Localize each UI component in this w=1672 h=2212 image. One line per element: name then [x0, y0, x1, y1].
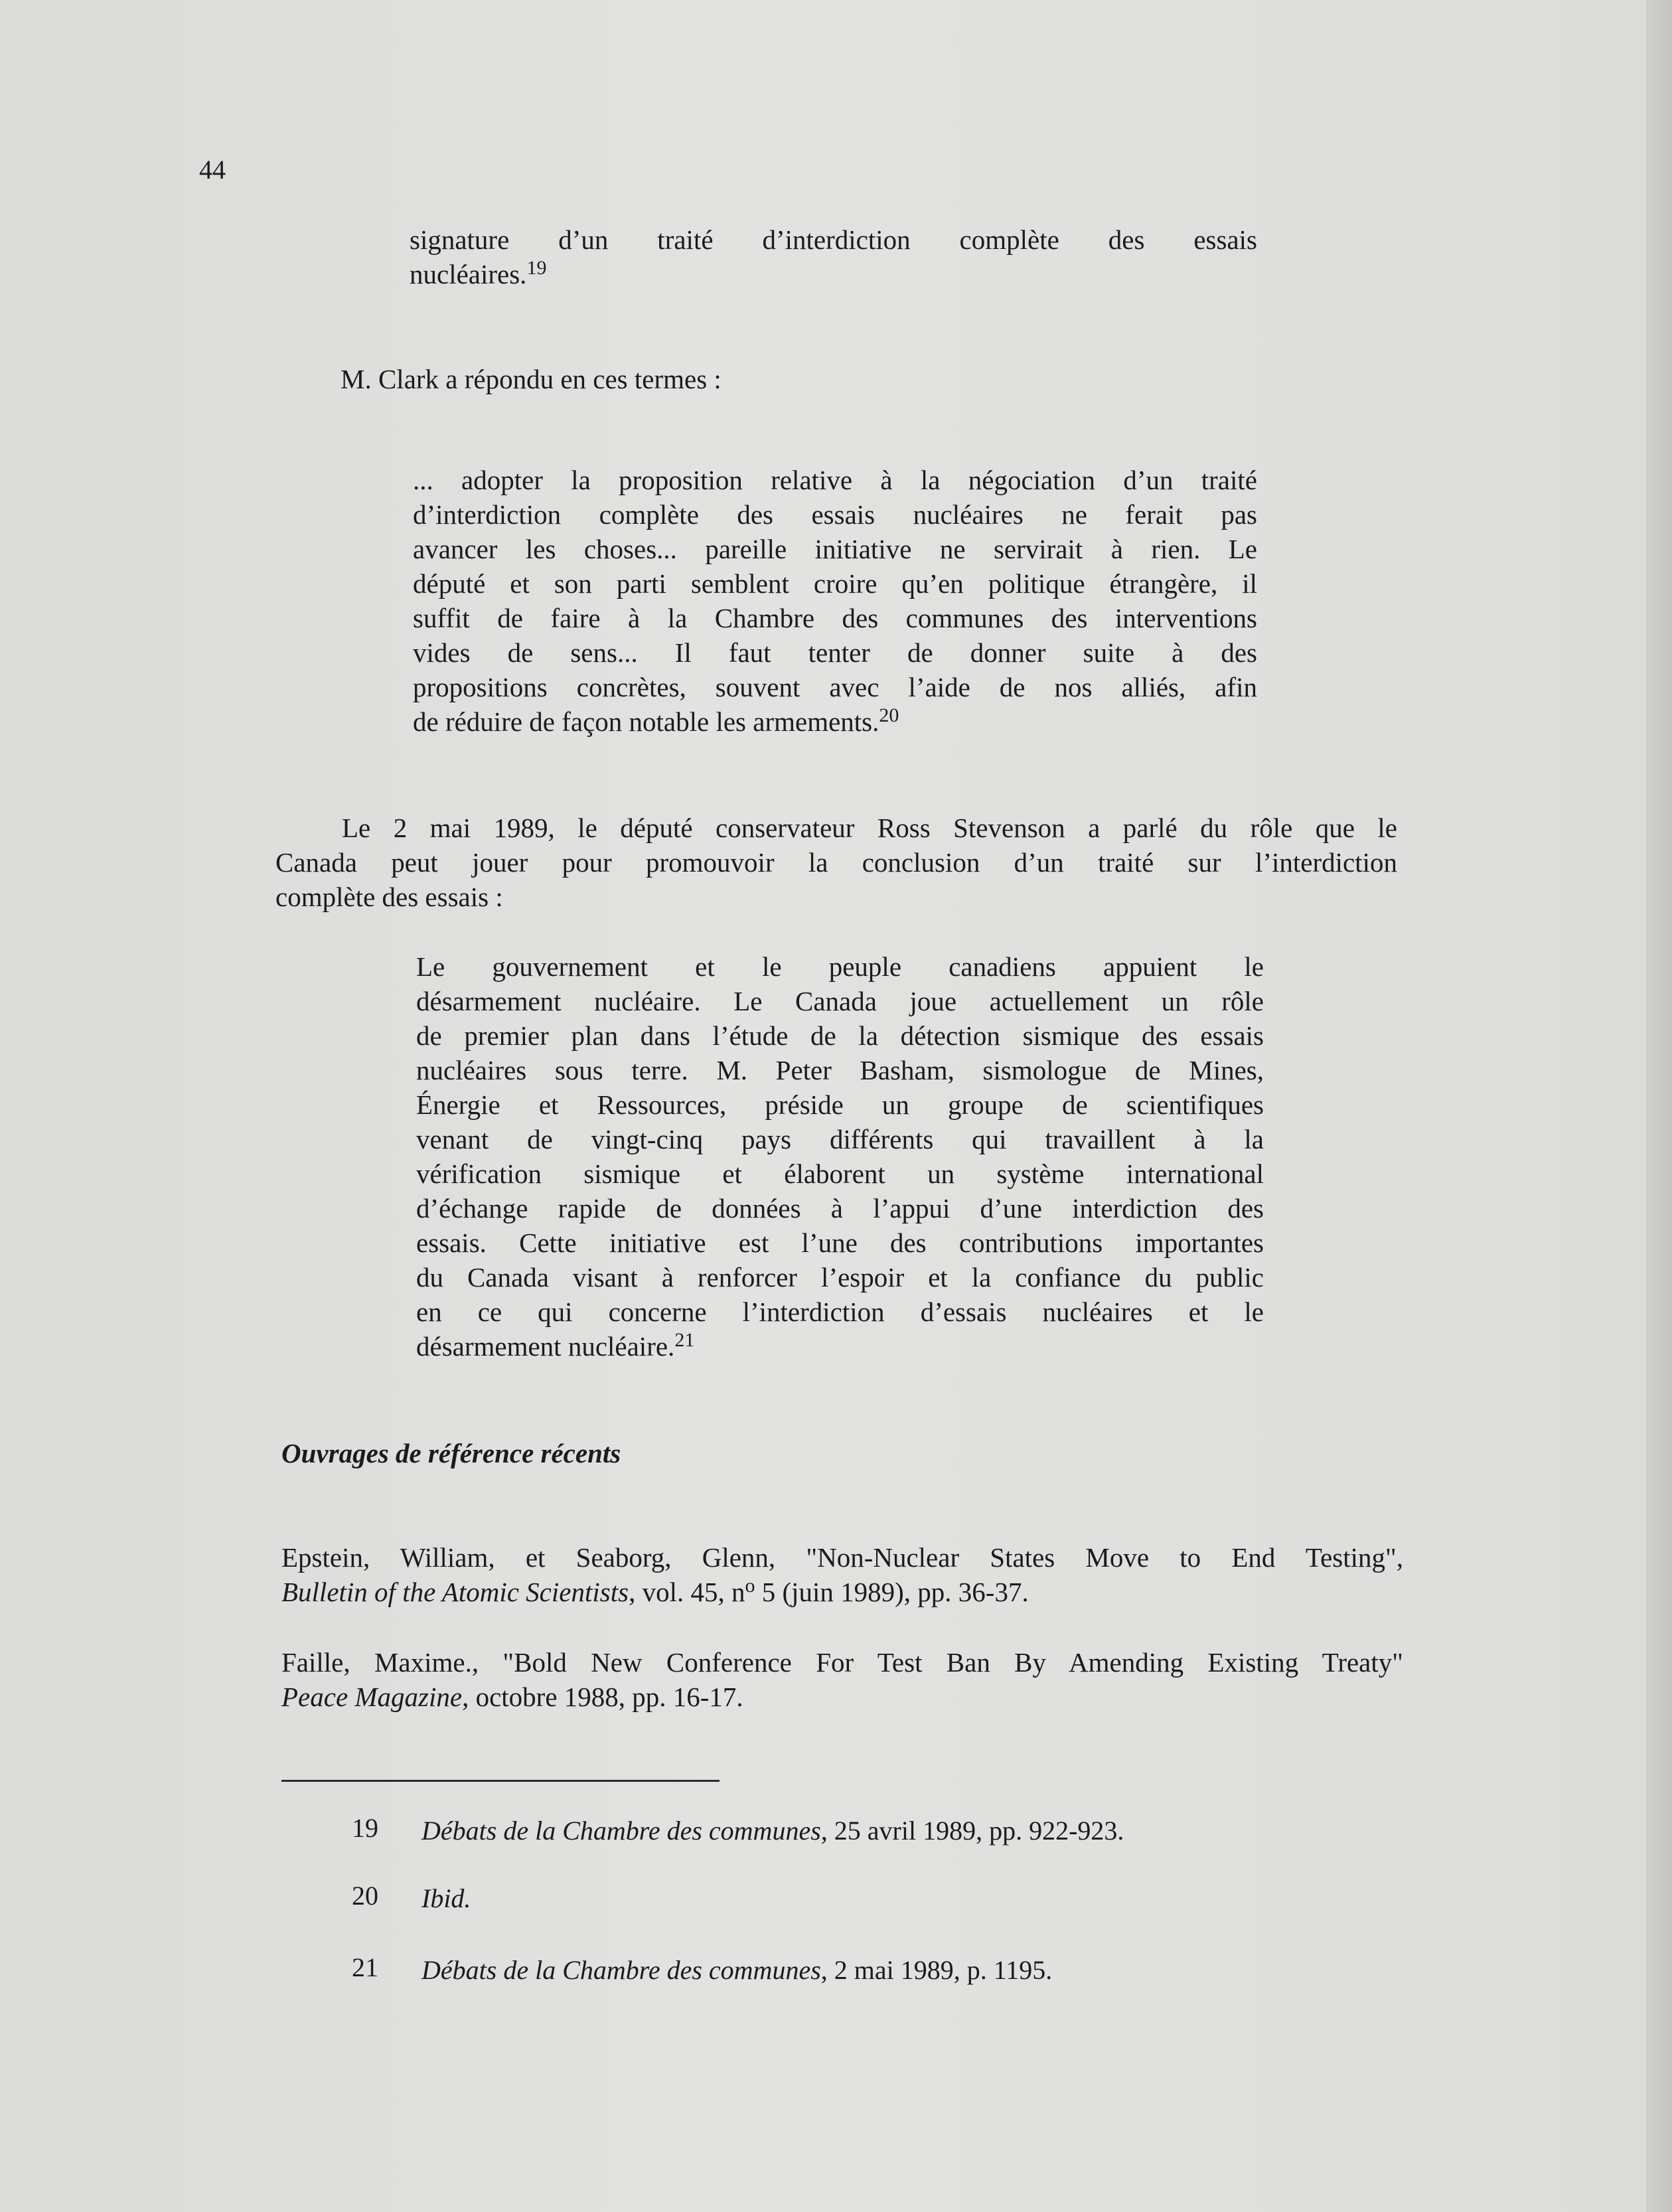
quote-block-3 [416, 949, 1264, 1364]
quote-line: d’interdiction complète des essais nucléaires ne ferait pas [413, 499, 1257, 530]
quote-line: de premier plan dans l’étude de la détection sismique des essais [416, 1020, 1264, 1051]
quote-line: ... adopter la proposition relative à la négociation d’un traité [413, 465, 1257, 495]
section-heading: Ouvrages de référence récents [281, 1438, 621, 1468]
paragraph-clark [341, 362, 722, 396]
footnote-number: 21 [352, 1952, 378, 1982]
quote-line: vérification sismique et élaborent un système international [416, 1158, 1264, 1189]
quote-line: suffit de faire à la Chambre des communes des interventions [413, 603, 1257, 633]
quote-line: désarmement nucléaire. Le Canada joue actuellement un rôle [416, 986, 1264, 1016]
superscript: o [745, 1575, 755, 1597]
page-edge-shadow [1646, 0, 1672, 2212]
reference-line-last: Bulletin of the Atomic Scientists, vol. 45, $n^o$ 5 (juin 1989), pp. 36-37. [281, 1575, 1029, 1607]
footnote-text: Débats de la Chambre des communes, 25 avril 1989, pp. 922-923. [421, 1816, 1124, 1846]
quote-line: nucléaires sous terre. M. Peter Basham, sismologue de Mines, [416, 1055, 1264, 1085]
paragraph-line: Canada peut jouer pour promouvoir la conclusion d’un traité sur l’interdiction [275, 847, 1397, 878]
quote-line: du Canada visant à renforcer l’espoir et la confiance du public [416, 1262, 1264, 1293]
reference-1 [281, 1540, 1403, 1609]
paragraph-line-last: complète des essais : [275, 882, 503, 912]
reference-line: Faille, Maxime., "Bold New Conference For Test Ban By Amending Existing Treaty" [281, 1647, 1403, 1678]
quote-block-2 [413, 463, 1257, 739]
quote-line-last: nucléaires.$^{19}$ [410, 257, 547, 289]
paragraph-stevenson [275, 811, 1397, 914]
quote-line: d’échange rapide de données à l’appui d’une interdiction des [416, 1193, 1264, 1224]
reference-line: Epstein, William, et Seaborg, Glenn, "Non-Nuclear States Move to End Testing", [281, 1542, 1403, 1573]
footnote-ref: 20 [879, 704, 899, 726]
quote-line: Énergie et Ressources, préside un groupe de scientifiques [416, 1089, 1264, 1120]
footnote-separator [281, 1780, 720, 1782]
footnote-ref: 21 [674, 1329, 695, 1351]
quote-line: signature d’un traité d’interdiction complète des essais [410, 224, 1257, 255]
paragraph-line: Le 2 mai 1989, le député conservateur Ross Stevenson a parlé du rôle que le [342, 813, 1397, 843]
quote-line: vides de sens... Il faut tenter de donner suite à des [413, 637, 1257, 668]
quote-line: Le gouvernement et le peuple canadiens appuient le [416, 951, 1264, 982]
footnote-text: Débats de la Chambre des communes, 2 mai 1989, p. 1195. [421, 1955, 1053, 1985]
paragraph-text: M. Clark a répondu en ces termes : [341, 364, 722, 394]
footnote-number: 20 [352, 1881, 378, 1911]
quote-line: propositions concrètes, souvent avec l’aide de nos alliés, afin [413, 672, 1257, 702]
reference-line-last: Peace Magazine, octobre 1988, pp. 16-17. [281, 1682, 743, 1712]
quote-line-last: désarmement nucléaire.$^{21}$ [416, 1329, 695, 1362]
reference-2 [281, 1645, 1403, 1714]
footnote-ref: 19 [526, 257, 547, 279]
footnote-text: Ibid. [421, 1883, 471, 1913]
journal-title: Bulletin of the Atomic Scientists [281, 1577, 629, 1607]
quote-line: avancer les choses... pareille initiative ne servirait à rien. Le [413, 534, 1257, 564]
quote-line: député et son parti semblent croire qu’en politique étrangère, il [413, 568, 1257, 599]
footnote-number: 19 [352, 1813, 378, 1843]
quote-block-1 [410, 222, 1257, 291]
quote-line: essais. Cette initiative est l’une des contributions importantes [416, 1227, 1264, 1258]
page-number: 44 [199, 155, 226, 185]
journal-title: Peace Magazine [281, 1682, 463, 1712]
quote-line: en ce qui concerne l’interdiction d’essais nucléaires et le [416, 1297, 1264, 1327]
quote-line-last: de réduire de façon notable les armements.$^{20}$ [413, 704, 899, 737]
quote-line: venant de vingt-cinq pays différents qui travaillent à la [416, 1124, 1264, 1154]
